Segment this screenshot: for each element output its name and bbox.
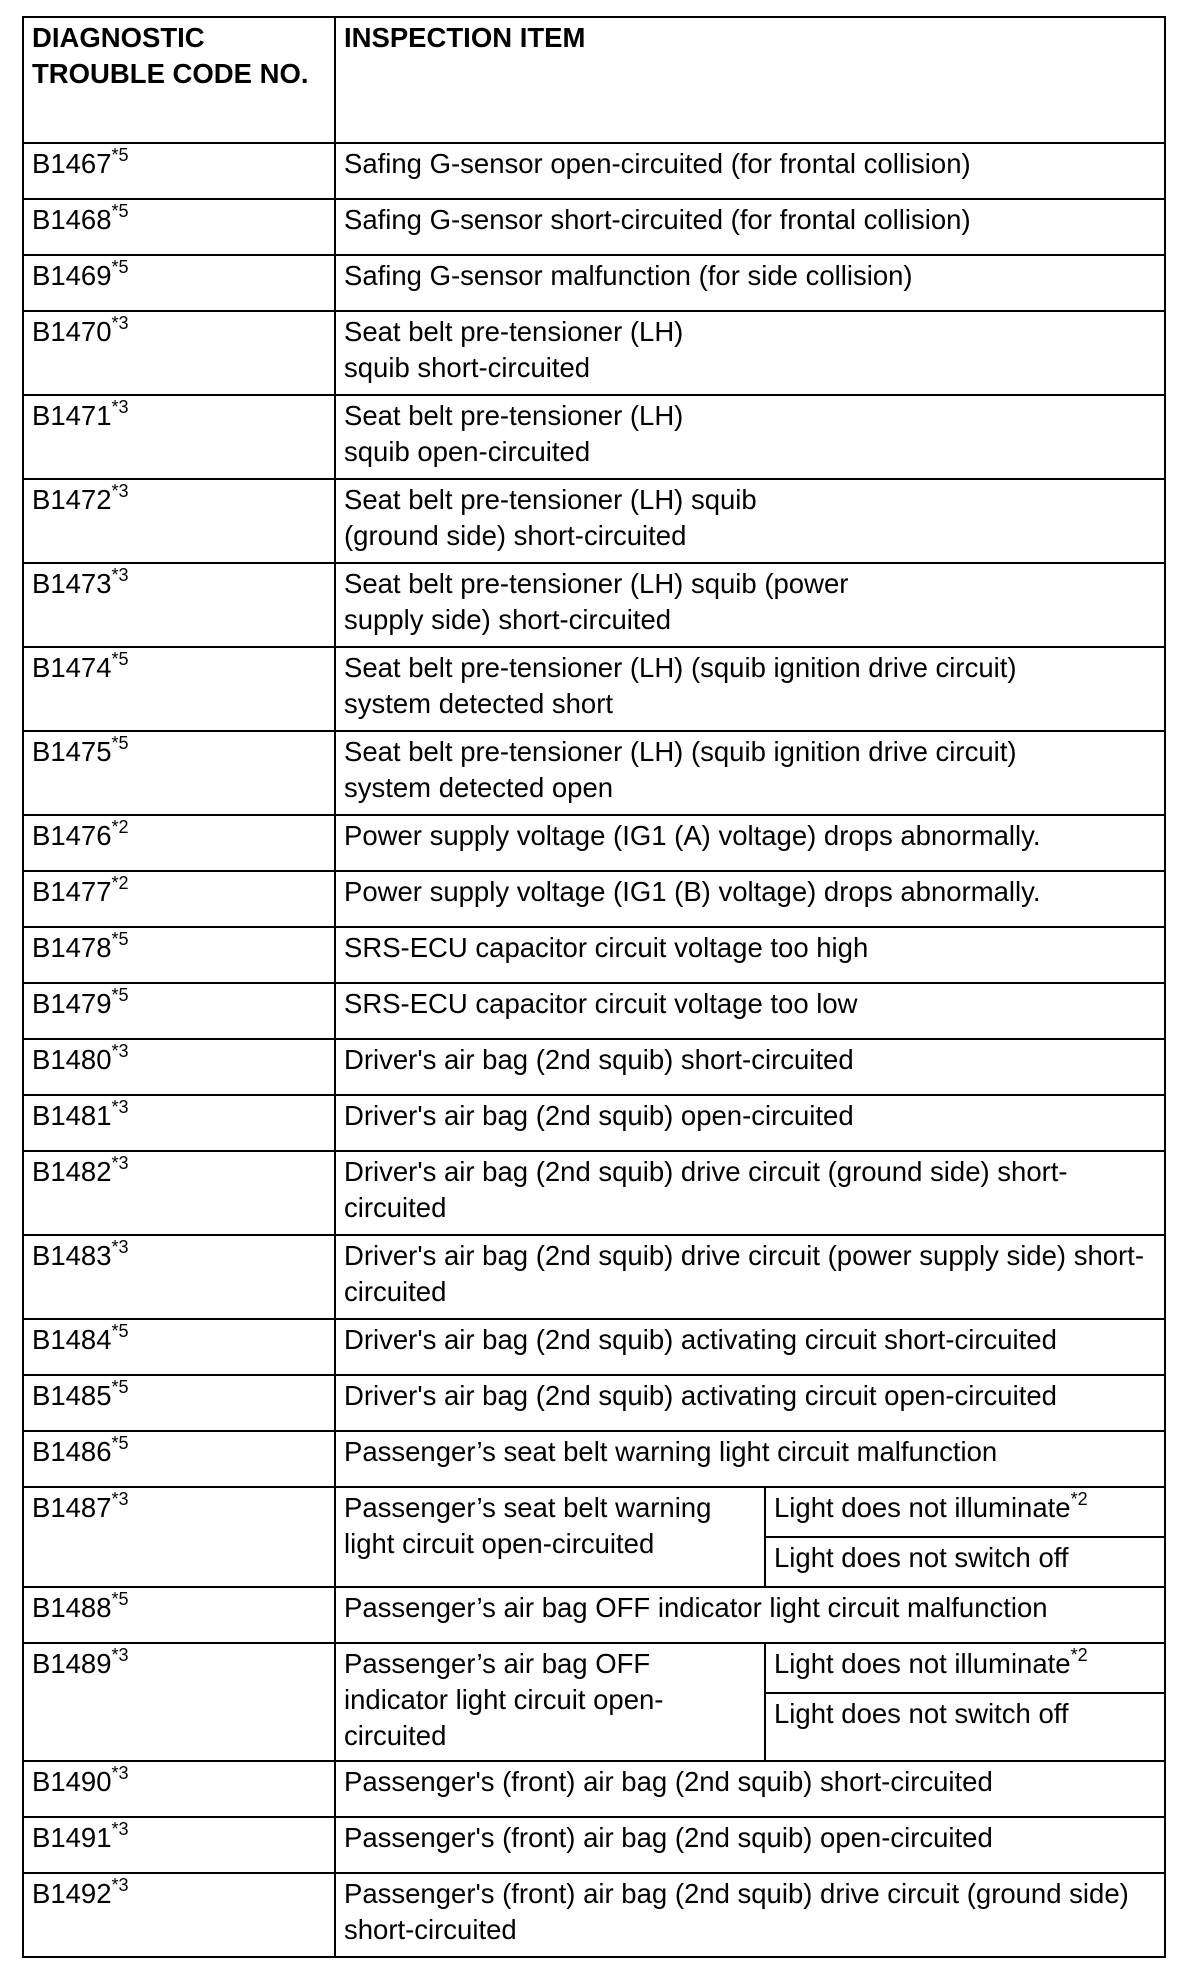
table-row <box>23 563 1165 647</box>
inspection-item: Passenger's (front) air bag (2nd squib) open-circuited <box>335 1817 1165 1873</box>
table-row <box>23 927 1165 983</box>
table-row <box>23 143 1165 199</box>
dtc-code: B1469$^{*5}$ <box>23 255 335 311</box>
dtc-code: B1486$^{*5}$ <box>23 1431 335 1487</box>
table-row <box>23 1431 1165 1487</box>
inspection-item: Seat belt pre-tensioner (LH) squib (power supply side) short-circuited <box>335 563 1165 647</box>
dtc-code: B1478$^{*5}$ <box>23 927 335 983</box>
table-row <box>23 1039 1165 1095</box>
dtc-code: B1490$^{*3}$ <box>23 1761 335 1817</box>
inspection-sub-item: Light does not switch off <box>765 1537 1165 1587</box>
inspection-sub-item: Light does not illuminate$^{*2}$ <box>765 1487 1165 1537</box>
inspection-item: Safing G-sensor short-circuited (for frontal collision) <box>335 199 1165 255</box>
table-row <box>23 871 1165 927</box>
inspection-item: Driver's air bag (2nd squib) drive circuit (power supply side) short-circuited <box>335 1235 1165 1319</box>
inspection-item: Seat belt pre-tensioner (LH) squib open-circuited <box>335 395 1165 479</box>
table-header-row <box>23 17 1165 143</box>
inspection-item: Passenger’s seat belt warning light circuit open-circuited <box>335 1487 765 1587</box>
table-row <box>23 1587 1165 1643</box>
dtc-code: B1472$^{*3}$ <box>23 479 335 563</box>
inspection-item: Driver's air bag (2nd squib) drive circuit (ground side) short-circuited <box>335 1151 1165 1235</box>
dtc-code: B1483$^{*3}$ <box>23 1235 335 1319</box>
table-row <box>23 395 1165 479</box>
dtc-code: B1468$^{*5}$ <box>23 199 335 255</box>
inspection-item: Driver's air bag (2nd squib) activating circuit short-circuited <box>335 1319 1165 1375</box>
table-row <box>23 199 1165 255</box>
dtc-table <box>22 16 1166 1958</box>
dtc-code: B1482$^{*3}$ <box>23 1151 335 1235</box>
dtc-code: B1477$^{*2}$ <box>23 871 335 927</box>
table-row <box>23 647 1165 731</box>
dtc-code: B1480$^{*3}$ <box>23 1039 335 1095</box>
inspection-item: Driver's air bag (2nd squib) activating circuit open-circuited <box>335 1375 1165 1431</box>
dtc-code: B1488$^{*5}$ <box>23 1587 335 1643</box>
table-row <box>23 311 1165 395</box>
dtc-code: B1467$^{*5}$ <box>23 143 335 199</box>
table-row <box>23 1095 1165 1151</box>
table-row <box>23 1817 1165 1873</box>
inspection-item: Seat belt pre-tensioner (LH) squib (ground side) short-circuited <box>335 479 1165 563</box>
dtc-code: B1473$^{*3}$ <box>23 563 335 647</box>
table-row <box>23 1375 1165 1431</box>
dtc-code: B1485$^{*5}$ <box>23 1375 335 1431</box>
inspection-item: Power supply voltage (IG1 (B) voltage) drops abnormally. <box>335 871 1165 927</box>
table-row <box>23 815 1165 871</box>
item-column-header: INSPECTION ITEM <box>335 17 1165 143</box>
dtc-code: B1489$^{*3}$ <box>23 1643 335 1761</box>
table-row <box>23 1319 1165 1375</box>
dtc-code: B1474$^{*5}$ <box>23 647 335 731</box>
inspection-item: Seat belt pre-tensioner (LH) squib short-circuited <box>335 311 1165 395</box>
inspection-item: Passenger’s air bag OFF indicator light circuit open-circuited <box>335 1643 765 1761</box>
dtc-code: B1470$^{*3}$ <box>23 311 335 395</box>
dtc-code: B1479$^{*5}$ <box>23 983 335 1039</box>
inspection-item: Passenger's (front) air bag (2nd squib) short-circuited <box>335 1761 1165 1817</box>
inspection-sub-item: Light does not switch off <box>765 1693 1165 1761</box>
inspection-sub-item: Light does not illuminate$^{*2}$ <box>765 1643 1165 1693</box>
inspection-item: Passenger’s air bag OFF indicator light circuit malfunction <box>335 1587 1165 1643</box>
table-row <box>23 1873 1165 1957</box>
dtc-code: B1475$^{*5}$ <box>23 731 335 815</box>
table-row <box>23 1643 1165 1693</box>
inspection-item: Seat belt pre-tensioner (LH) (squib ignition drive circuit) system detected open <box>335 731 1165 815</box>
table-row <box>23 255 1165 311</box>
inspection-item: Passenger’s seat belt warning light circuit malfunction <box>335 1431 1165 1487</box>
inspection-item: Safing G-sensor open-circuited (for frontal collision) <box>335 143 1165 199</box>
dtc-code: B1492$^{*3}$ <box>23 1873 335 1957</box>
inspection-item: Driver's air bag (2nd squib) short-circuited <box>335 1039 1165 1095</box>
dtc-code: B1476$^{*2}$ <box>23 815 335 871</box>
table-row <box>23 1151 1165 1235</box>
inspection-item: Power supply voltage (IG1 (A) voltage) drops abnormally. <box>335 815 1165 871</box>
code-column-header: DIAGNOSTIC TROUBLE CODE NO. <box>23 17 335 143</box>
table-row <box>23 731 1165 815</box>
table-row <box>23 1487 1165 1537</box>
dtc-code: B1471$^{*3}$ <box>23 395 335 479</box>
inspection-item: Seat belt pre-tensioner (LH) (squib ignition drive circuit) system detected short <box>335 647 1165 731</box>
inspection-item: Passenger's (front) air bag (2nd squib) drive circuit (ground side) short-circuited <box>335 1873 1165 1957</box>
inspection-item: Driver's air bag (2nd squib) open-circuited <box>335 1095 1165 1151</box>
inspection-item: Safing G-sensor malfunction (for side collision) <box>335 255 1165 311</box>
table-row <box>23 479 1165 563</box>
dtc-code: B1487$^{*3}$ <box>23 1487 335 1587</box>
dtc-code: B1491$^{*3}$ <box>23 1817 335 1873</box>
inspection-item: SRS-ECU capacitor circuit voltage too low <box>335 983 1165 1039</box>
table-row <box>23 1761 1165 1817</box>
dtc-code: B1481$^{*3}$ <box>23 1095 335 1151</box>
inspection-item: SRS-ECU capacitor circuit voltage too high <box>335 927 1165 983</box>
table-row <box>23 983 1165 1039</box>
dtc-code: B1484$^{*5}$ <box>23 1319 335 1375</box>
table-row <box>23 1235 1165 1319</box>
